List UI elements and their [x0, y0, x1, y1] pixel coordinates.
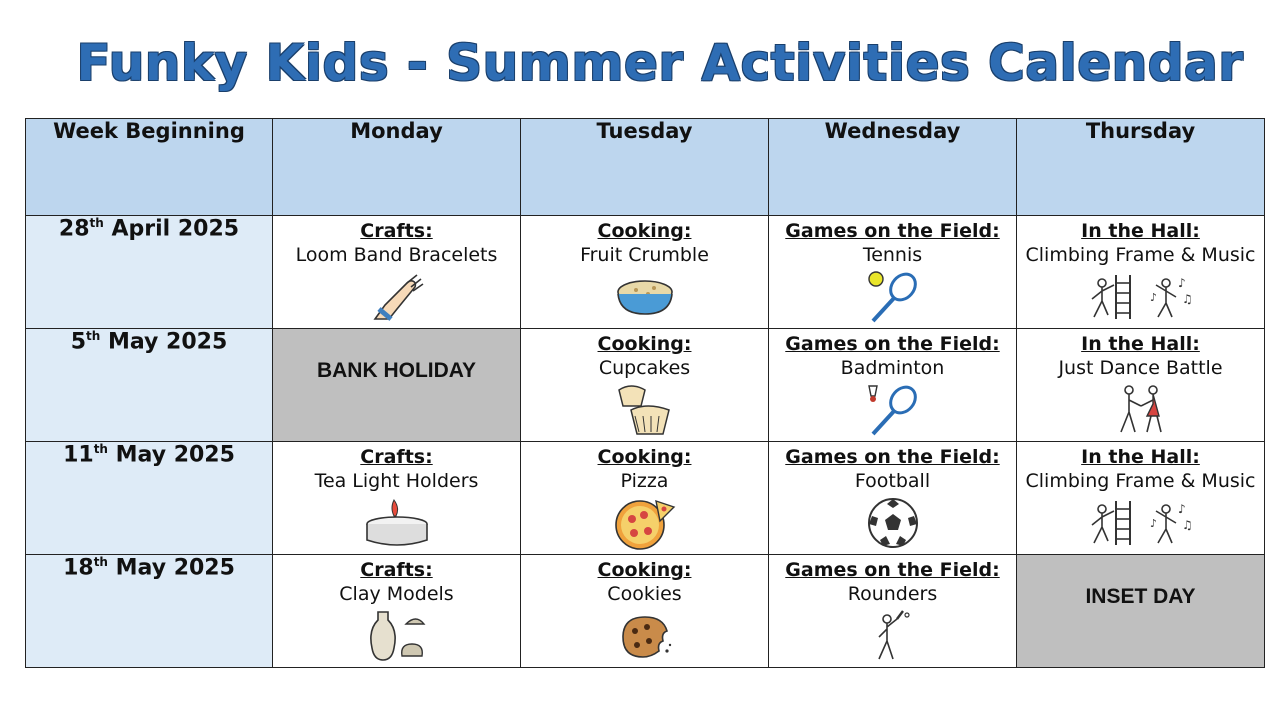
- activity-name: Climbing Frame & Music: [1025, 244, 1256, 266]
- activity-cell: [769, 329, 1017, 442]
- week-beginning-cell: [26, 555, 273, 668]
- cookie-icon: [617, 611, 673, 661]
- activity-category: Crafts:: [360, 220, 433, 242]
- clay-models-icon: [366, 608, 428, 664]
- week-month-year: May 2025: [100, 329, 228, 355]
- table-row: [26, 442, 1265, 555]
- activity-category: Crafts:: [360, 446, 433, 468]
- climbing-frame-icon: [1088, 273, 1134, 321]
- week-month-year: May 2025: [107, 555, 235, 581]
- activity-category: Cooking:: [597, 333, 692, 355]
- activity-cell: [273, 216, 521, 329]
- hand-bracelet-icon: [367, 269, 427, 325]
- climbing-frame-icon: [1088, 499, 1134, 547]
- activity-name: Cupcakes: [598, 357, 691, 379]
- svg-text:♪: ♪: [1149, 291, 1157, 304]
- activity-category: Cooking:: [597, 446, 692, 468]
- activity-cell: [769, 216, 1017, 329]
- activity-name: Just Dance Battle: [1058, 357, 1223, 379]
- week-day: 5: [70, 329, 87, 355]
- table-row: [26, 555, 1265, 668]
- activity-cell: [521, 216, 769, 329]
- rounders-icon: [873, 609, 913, 663]
- bank-holiday-cell: [273, 329, 521, 442]
- activity-category: Crafts:: [360, 559, 433, 581]
- activity-name: Climbing Frame & Music: [1025, 470, 1256, 492]
- activity-name: Fruit Crumble: [580, 244, 709, 266]
- week-beginning-cell: [26, 216, 273, 329]
- header-tuesday: Tuesday: [521, 119, 769, 216]
- week-month-year: May 2025: [107, 442, 235, 468]
- table-row: [26, 329, 1265, 442]
- music-dancer-icon: [1148, 273, 1194, 321]
- svg-text:♪: ♪: [1177, 502, 1186, 516]
- activity-name: Pizza: [620, 470, 669, 492]
- activity-cell: [1017, 216, 1265, 329]
- bank-holiday-label: BANK HOLIDAY: [316, 359, 477, 382]
- week-day: 11: [63, 442, 94, 468]
- activity-category: Cooking:: [597, 559, 692, 581]
- activity-category: Games on the Field:: [785, 333, 1000, 355]
- activity-name: Cookies: [607, 583, 682, 605]
- week-day-suffix: th: [93, 442, 108, 456]
- activity-category: In the Hall:: [1081, 446, 1200, 468]
- activity-cell: [521, 555, 769, 668]
- pizza-icon: [614, 495, 676, 551]
- activity-name: Loom Band Bracelets: [295, 244, 498, 266]
- header-monday: Monday: [273, 119, 521, 216]
- week-day-suffix: th: [93, 555, 108, 569]
- header-row: [26, 119, 1265, 216]
- cupcakes-icon: [615, 382, 675, 438]
- inset-day-label: INSET DAY: [1085, 585, 1196, 608]
- svg-text:♫: ♫: [1181, 292, 1193, 306]
- tennis-icon: [865, 269, 921, 325]
- activity-name: Badminton: [840, 357, 945, 379]
- activity-category: In the Hall:: [1081, 220, 1200, 242]
- page-title: Funky Kids - Summer Activities Calendar: [76, 34, 1244, 92]
- activity-category: Games on the Field:: [785, 559, 1000, 581]
- inset-day-cell: [1017, 555, 1265, 668]
- activity-cell: [1017, 329, 1265, 442]
- activity-cell: [769, 555, 1017, 668]
- activity-name: Tea Light Holders: [314, 470, 479, 492]
- activity-category: Games on the Field:: [785, 446, 1000, 468]
- activity-cell: [1017, 442, 1265, 555]
- table-row: [26, 216, 1265, 329]
- activity-category: Games on the Field:: [785, 220, 1000, 242]
- activity-cell: [769, 442, 1017, 555]
- dance-icon: [1113, 382, 1169, 438]
- football-icon: [866, 496, 920, 550]
- activity-category: In the Hall:: [1081, 333, 1200, 355]
- badminton-icon: [865, 382, 921, 438]
- week-day-suffix: th: [89, 216, 104, 230]
- activity-cell: [273, 442, 521, 555]
- week-day-suffix: th: [86, 329, 101, 343]
- week-month-year: April 2025: [103, 216, 240, 242]
- activity-cell: [273, 555, 521, 668]
- week-day: 18: [63, 555, 94, 581]
- activity-name: Tennis: [862, 244, 923, 266]
- week-day: 28: [58, 216, 90, 242]
- svg-text:♪: ♪: [1177, 276, 1186, 290]
- week-beginning-cell: [26, 442, 273, 555]
- music-dancer-icon: [1148, 499, 1194, 547]
- svg-text:♫: ♫: [1181, 518, 1193, 532]
- activity-cell: [521, 442, 769, 555]
- activity-category: Cooking:: [597, 220, 692, 242]
- activity-name: Clay Models: [339, 583, 454, 605]
- week-beginning-cell: [26, 329, 273, 442]
- svg-text:♪: ♪: [1149, 517, 1157, 530]
- header-thursday: Thursday: [1017, 119, 1265, 216]
- header-week-beginning: Week Beginning: [26, 119, 273, 216]
- tea-light-icon: [362, 496, 432, 550]
- crumble-bowl-icon: [614, 274, 676, 320]
- activities-calendar-table: [25, 118, 1265, 668]
- activity-cell: [521, 329, 769, 442]
- activity-name: Football: [854, 470, 931, 492]
- header-wednesday: Wednesday: [769, 119, 1017, 216]
- activity-name: Rounders: [847, 583, 938, 605]
